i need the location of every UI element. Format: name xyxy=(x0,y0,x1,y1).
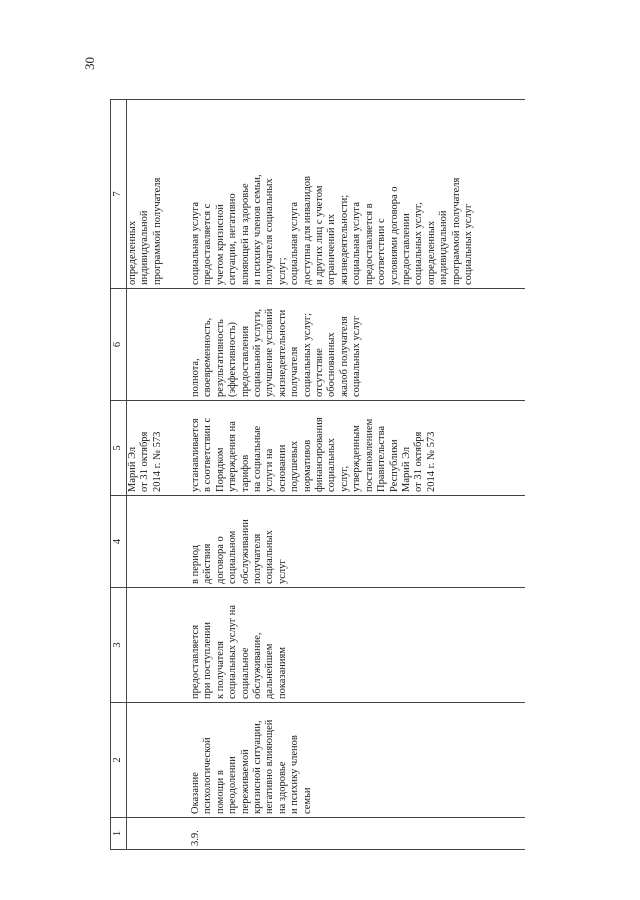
cell-text-line: предоставляется в xyxy=(363,203,375,285)
cell-text-line: социальная услуга xyxy=(351,201,363,285)
price-cell xyxy=(187,401,525,496)
cell-text-line: программой получателя xyxy=(151,177,163,285)
cell-text-line: дальнейшем xyxy=(264,643,276,699)
cell-text-line: утвержденным xyxy=(351,425,363,492)
cell-text-line: переживаемой xyxy=(239,749,251,814)
cell-text-line: предоставления xyxy=(239,325,251,397)
cell-text-line: результативность xyxy=(214,319,226,397)
cell-text-line: соответствии с xyxy=(376,218,388,285)
cell-text-line: ограничений их xyxy=(326,214,338,285)
cell-text-line: социальных xyxy=(326,438,338,492)
header-cell-7: 7 xyxy=(111,100,127,289)
cell-text-line: помощи в xyxy=(214,770,226,814)
cell-text-line: социальных услуг на xyxy=(227,604,239,699)
service-name-cell xyxy=(187,703,525,818)
header-cell-1: 1 xyxy=(111,818,127,850)
cell-text-line: при поступлении xyxy=(202,622,214,699)
header-cell-6: 6 xyxy=(111,289,127,401)
cell-text-line: предоставляется с xyxy=(202,203,214,285)
cell-text-line: Марий Эл xyxy=(127,446,138,492)
cell-text-line: финансирования xyxy=(314,417,326,492)
cell-text-line: отсутствие xyxy=(314,348,326,397)
header-cell-2: 2 xyxy=(111,703,127,818)
cell-text-line: действия xyxy=(202,543,214,584)
cell-text-line: своевременность, xyxy=(202,317,214,397)
cell-text-line: от 31 октября xyxy=(413,431,425,492)
header-cell-5: 5 xyxy=(111,401,127,496)
cell-text-line: нормативов xyxy=(301,439,313,492)
cell-text-line: (эффективность) xyxy=(227,322,239,397)
row-number: 3.9. xyxy=(187,818,525,850)
table-row-3-9 xyxy=(187,100,525,850)
cont-cell-3 xyxy=(127,588,188,703)
cell-text-line: подушевых xyxy=(289,440,301,492)
cont-cell-4 xyxy=(127,496,188,588)
cell-text-line: Порядком xyxy=(214,447,226,492)
cell-text-line: утверждения на xyxy=(227,421,239,492)
cell-text-line: получателя xyxy=(289,346,301,397)
cell-text-line: социальных услуг xyxy=(462,203,474,285)
cell-text-line: устанавливается xyxy=(190,418,201,492)
cell-text-line: социальных услуг; xyxy=(301,312,313,397)
cell-text-line: учетом кризисной xyxy=(214,204,226,285)
cell-text-line: условиями договора о xyxy=(388,186,400,285)
services-table xyxy=(110,99,525,850)
header-row xyxy=(111,100,127,850)
cell-text-line: жизнедеятельности; xyxy=(338,194,350,285)
cell-text-line: социальных xyxy=(264,530,276,584)
continuation-row xyxy=(127,100,188,850)
cell-text-line: психологической xyxy=(202,737,214,814)
cell-text-line: социальном xyxy=(227,530,239,584)
cell-text-line: получателя xyxy=(252,533,264,584)
cell-text-line: основании xyxy=(276,444,288,492)
cell-text-line: социальных услуг, xyxy=(413,202,425,285)
cell-text-line: индивидуальной xyxy=(438,210,450,285)
cell-text-line: полнота, xyxy=(190,358,201,397)
cell-text-line: постановлением xyxy=(363,418,375,492)
cell-text-line: 2014 г. № 573 xyxy=(151,431,163,492)
cell-text-line: обоснованных xyxy=(326,332,338,397)
cell-text-line: Республики xyxy=(388,439,400,492)
cont-cell-6 xyxy=(127,289,188,401)
cell-text-line: программой получателя xyxy=(450,177,462,285)
cell-text-line: семьи xyxy=(301,787,313,814)
cell-text-line: услуг xyxy=(276,559,288,584)
cell-text-line: определенных xyxy=(127,220,138,285)
cell-text-line: Оказание xyxy=(190,772,201,814)
cell-text-line: доступна для инвалидов xyxy=(301,176,313,285)
cell-text-line: и психику членов xyxy=(289,735,301,814)
cell-text-line: влияющей на здоровье xyxy=(239,183,251,285)
cell-text-line: социальной услуги, xyxy=(252,309,264,397)
cell-text-line: услуг, xyxy=(338,465,350,492)
cell-text-line: в период xyxy=(190,544,201,584)
cell-text-line: предоставлении xyxy=(400,213,412,285)
cell-text-line: и психику членов семьи, xyxy=(252,174,264,285)
cell-text-line: Правительства xyxy=(376,425,388,492)
cell-text-line: договора о xyxy=(214,536,226,584)
cell-text-line: на социальные xyxy=(252,425,264,492)
cell-text-line: ситуации, негативно xyxy=(227,193,239,285)
page-number: 30 xyxy=(82,57,97,70)
cell-text-line: социальная услуга xyxy=(190,201,201,285)
header-cell-4: 4 xyxy=(111,496,127,588)
cell-text-line: на здоровье xyxy=(276,761,288,814)
cell-text-line: показаниям xyxy=(276,647,288,699)
quality-cell xyxy=(187,289,525,401)
cell-text-line: получателя социальных xyxy=(264,178,276,285)
cell-text-line: социальное xyxy=(239,647,251,699)
cont-cell-5 xyxy=(127,401,188,496)
cont-cell-1 xyxy=(127,818,188,850)
cell-text-line: Марий Эл xyxy=(400,446,412,492)
cell-text-line: услуги на xyxy=(264,448,276,492)
conditions-cell xyxy=(187,100,525,289)
cell-text-line: тарифов xyxy=(239,454,251,492)
cell-text-line: жизнедеятельности xyxy=(276,309,288,397)
cell-text-line: улучшение условий xyxy=(264,308,276,397)
cell-text-line: обслуживание, xyxy=(252,632,264,699)
cell-text-line: определенных xyxy=(425,220,437,285)
provision-cell xyxy=(187,588,525,703)
cell-text-line: жалоб получателя xyxy=(338,316,350,397)
cont-cell-7 xyxy=(127,100,188,289)
cell-text-line: социальных услуг xyxy=(351,315,363,397)
cell-text-line: и других лиц с учетом xyxy=(314,185,326,285)
cell-text-line: социальная услуга xyxy=(289,201,301,285)
cell-text-line: кризисной ситуации, xyxy=(252,720,264,814)
cell-text-line: в соответствии с xyxy=(202,417,214,492)
cell-text-line: обслуживании xyxy=(239,519,251,584)
cell-text-line: 2014 г. № 573 xyxy=(425,431,437,492)
cell-text-line: от 31 октября xyxy=(139,431,151,492)
cell-text-line: индивидуальной xyxy=(139,210,151,285)
cell-text-line: предоставляется xyxy=(190,624,201,699)
cell-text-line: негативно влияющей xyxy=(264,719,276,814)
period-cell xyxy=(187,496,525,588)
cell-text-line: преодолении xyxy=(227,756,239,814)
header-cell-3: 3 xyxy=(111,588,127,703)
cell-text-line: услуг; xyxy=(276,257,288,285)
cell-text-line: к получателя xyxy=(214,641,226,699)
cont-cell-2 xyxy=(127,703,188,818)
